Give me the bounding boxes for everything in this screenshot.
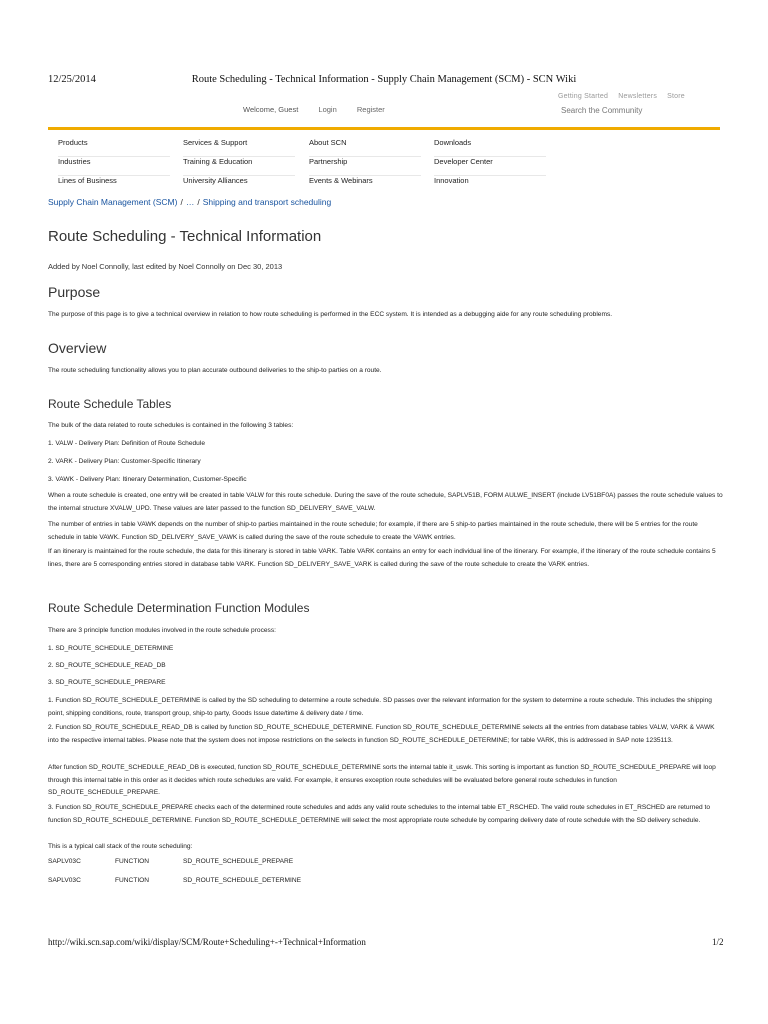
print-date: 12/25/2014 <box>48 74 96 85</box>
call-stack-intro: This is a typical call stack of the route scheduling: <box>48 843 193 850</box>
search-input[interactable]: Search the Community <box>561 106 643 115</box>
call-stack-function: SD_ROUTE_SCHEDULE_PREPARE <box>183 858 294 865</box>
functions-heading: Route Schedule Determination Function Modules <box>48 601 310 615</box>
functions-paragraph: 3. Function SD_ROUTE_SCHEDULE_PREPARE checks each of the determined route schedules and adds any valid route schedules to the internal table ET_RSCHED. The valid route schedules in ET_RSCHED are returned to function SD_ROUTE_SCHEDULE_DETERMINE. Function SD_ROUTE_SCHEDULE_DETERMINE will select the most appropriate route schedule by comparing delivery date of route schedule with the SD delivery schedule. <box>48 804 711 824</box>
menu-item[interactable]: Products <box>58 138 170 157</box>
call-stack-program: SAPLV03C <box>48 877 81 884</box>
menu-item[interactable]: Innovation <box>434 176 469 185</box>
call-stack-type: FUNCTION <box>115 877 150 884</box>
breadcrumb-item[interactable]: Supply Chain Management (SCM) <box>48 197 178 207</box>
print-header <box>0 74 768 88</box>
overview-heading: Overview <box>48 340 107 356</box>
menu-item[interactable]: About SCN <box>309 138 421 157</box>
top-link-newsletters[interactable]: Newsletters <box>618 93 658 100</box>
menu-column-4 <box>434 138 546 194</box>
tables-item: 1. VALW - Delivery Plan: Definition of Route Schedule <box>48 440 205 447</box>
register-link[interactable]: Register <box>356 105 385 114</box>
tables-paragraph: When a route schedule is created, one entry will be created in table VALW for this route schedule. During the save of the route schedule, SAPLV51B, FORM AULWE_INSERT (include LV51BF0A) passes the route schedule values to the internal structure XVALW_UPD. These values are later passed to the function SD_DELIVERY_SAVE_VALW. <box>48 492 723 512</box>
footer-url: http://wiki.scn.sap.com/wiki/display/SCM/Route+Scheduling+-+Technical+Information <box>48 937 366 947</box>
breadcrumb-item[interactable]: Shipping and transport scheduling <box>202 197 332 207</box>
menu-item[interactable]: Downloads <box>434 138 546 157</box>
welcome-text: Welcome, Guest <box>243 105 299 114</box>
call-stack-function: SD_ROUTE_SCHEDULE_DETERMINE <box>183 877 301 884</box>
welcome-bar <box>243 105 403 114</box>
breadcrumb-item[interactable]: … <box>185 197 195 207</box>
tables-paragraph: The number of entries in table VAWK depends on the number of ship-to parties maintained in the route schedule; for example, if there are 5 ship-to parties maintained in the route schedule, there will be 5 entries for the route schedule in table VAWK. Function SD_DELIVERY_SAVE_VAWK is called during the save of the route schedule to create the VAWK entries. <box>48 521 698 541</box>
menu-item[interactable]: Industries <box>58 157 170 176</box>
functions-paragraph: 2. Function SD_ROUTE_SCHEDULE_READ_DB is called by function SD_ROUTE_SCHEDULE_DETERMINE. Function SD_ROUTE_SCHEDULE_DETERMINE selects all the entries from database tables VALW, VARK & VAWK into the respective internal tables. Please note that the system does not impose restrictions on the selects in function SD_ROUTE_SCHEDULE_DETERMINE; for table VARK, this is addressed in SAP note 1235113. <box>48 724 715 744</box>
top-link-getting-started[interactable]: Getting Started <box>558 93 609 100</box>
functions-paragraph: After function SD_ROUTE_SCHEDULE_READ_DB is executed, function SD_ROUTE_SCHEDULE_DETERMINE sorts the internal table it_uswk. This sorting is important as function SD_ROUTE_SCHEDULE_PREPARE will loop through this internal table in this order as it decides which route schedules are valid. For example, it ensures exception route schedules will be evaluated before general route schedules in function SD_ROUTE_SCHEDULE_PREPARE. <box>48 764 716 797</box>
call-stack-program: SAPLV03C <box>48 858 81 865</box>
menu-item[interactable]: Partnership <box>309 157 421 176</box>
menu-item[interactable]: Training & Education <box>183 157 295 176</box>
purpose-text: The purpose of this page is to give a technical overview in relation to how route scheduling is performed in the ECC system. It is intended as a debugging aide for any route scheduling problems. <box>48 311 613 318</box>
login-link[interactable]: Login <box>318 105 337 114</box>
functions-paragraph: 1. Function SD_ROUTE_SCHEDULE_DETERMINE is called by the SD scheduling to determine a route schedule. SD passes over the relevant information for the system to determine a route schedule. This includes the shipping point, shipping conditions, route, transport group, ship-to party, Goods Issue date/time & delivery date / time. <box>48 697 712 717</box>
breadcrumb-separator: / <box>180 197 183 207</box>
tables-intro: The bulk of the data related to route schedules is contained in the following 3 tables: <box>48 422 294 429</box>
page-number: 1/2 <box>712 937 724 947</box>
page-title: Route Scheduling - Technical Information <box>48 228 322 245</box>
byline: Added by Noel Connolly, last edited by Noel Connolly on Dec 30, 2013 <box>48 262 283 271</box>
print-title: Route Scheduling - Technical Information - Supply Chain Management (SCM) - SCN Wiki <box>191 74 577 85</box>
menu-item[interactable]: Developer Center <box>434 157 546 176</box>
accent-bar <box>48 127 720 130</box>
tables-item: 3. VAWK - Delivery Plan: Itinerary Determination, Customer-Specific <box>48 476 247 483</box>
top-link-store[interactable]: Store <box>667 93 685 100</box>
menu-column-2 <box>183 138 295 194</box>
menu-column-3 <box>309 138 421 194</box>
tables-paragraph: If an itinerary is maintained for the route schedule, the data for this itinerary is stored in table VARK. Table VARK contains an entry for each individual line of the itinerary. For example, if the itinerary of the route schedule contains 5 lines, there are 5 corresponding entries stored in database table VARK. Function SD_DELIVERY_SAVE_VARK is called during the save of the route schedule to create the VARK entries. <box>48 548 716 568</box>
menu-item[interactable]: University Alliances <box>183 176 248 185</box>
menu-item[interactable]: Lines of Business <box>58 176 117 185</box>
overview-text: The route scheduling functionality allows you to plan accurate outbound deliveries to the ship-to parties on a route. <box>48 367 382 374</box>
functions-item: 3. SD_ROUTE_SCHEDULE_PREPARE <box>48 679 166 686</box>
purpose-heading: Purpose <box>48 284 101 300</box>
menu-item[interactable]: Events & Webinars <box>309 176 373 185</box>
menu-column-1 <box>58 138 170 194</box>
tables-heading: Route Schedule Tables <box>48 397 172 411</box>
breadcrumb <box>48 197 331 207</box>
menu-item[interactable]: Services & Support <box>183 138 295 157</box>
tables-item: 2. VARK - Delivery Plan: Customer-Specific Itinerary <box>48 458 201 465</box>
breadcrumb-separator: / <box>197 197 200 207</box>
functions-item: 2. SD_ROUTE_SCHEDULE_READ_DB <box>48 662 166 669</box>
print-footer <box>0 937 768 951</box>
functions-intro: There are 3 principle function modules involved in the route schedule process: <box>48 627 276 634</box>
call-stack-type: FUNCTION <box>115 858 150 865</box>
top-links <box>558 93 693 100</box>
functions-item: 1. SD_ROUTE_SCHEDULE_DETERMINE <box>48 645 174 652</box>
